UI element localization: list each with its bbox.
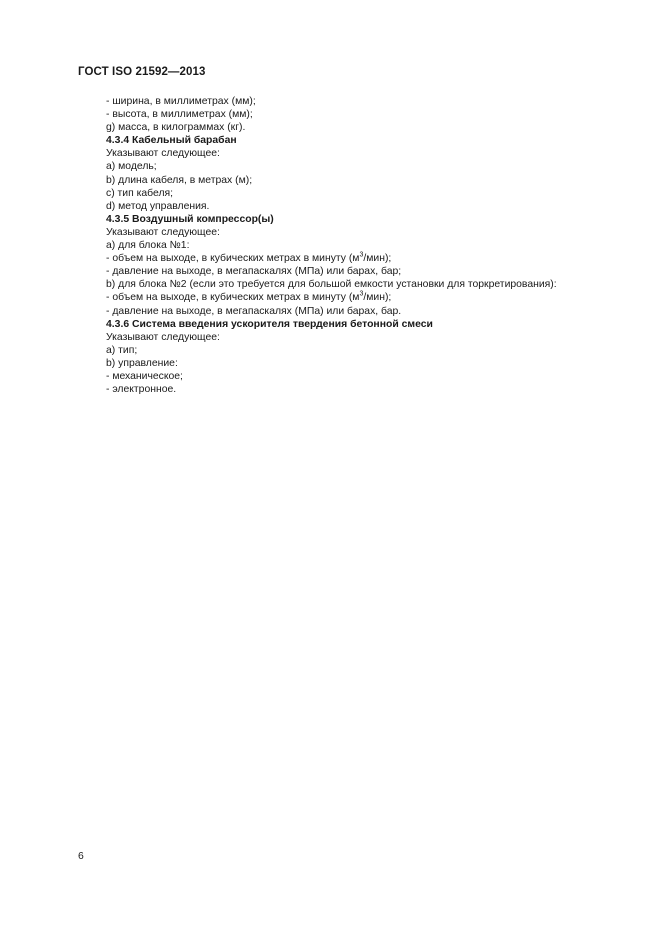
line-text: 4.3.6 Система введения ускорителя твердения бетонной смеси — [106, 318, 433, 330]
line-text-tail: /мин); — [363, 292, 392, 304]
superscript: 3 — [359, 290, 364, 298]
section-heading — [106, 134, 626, 147]
line-text: - высота, в миллиметрах (мм); — [106, 109, 253, 121]
superscript: 3 — [359, 251, 364, 259]
line-text: g) масса, в килограммах (кг). — [106, 122, 246, 134]
text-line — [106, 174, 626, 187]
text-line — [106, 370, 626, 383]
text-line — [106, 108, 626, 121]
document-header: ГОСТ ISO 21592—2013 — [78, 66, 206, 78]
line-text: - объем на выходе, в кубических метрах в минуту (м — [106, 253, 360, 265]
line-text: 4.3.4 Кабельный барабан — [106, 135, 237, 147]
line-text: d) метод управления. — [106, 200, 210, 212]
text-line — [106, 147, 626, 160]
text-line — [106, 344, 626, 357]
text-line — [106, 252, 626, 265]
text-line — [106, 357, 626, 370]
line-text: a) для блока №1: — [106, 240, 190, 252]
section-heading — [106, 213, 626, 226]
text-line — [106, 331, 626, 344]
line-text-tail: /мин); — [363, 253, 392, 265]
line-text: Указывают следующее: — [106, 226, 220, 238]
text-line — [106, 265, 626, 278]
line-text: - давление на выходе, в мегапаскалях (МПа) или барах, бар; — [106, 266, 402, 278]
line-text: a) модель; — [106, 161, 157, 173]
line-text: Указывают следующее: — [106, 331, 220, 343]
text-line — [106, 305, 626, 318]
line-text: - ширина, в миллиметрах (мм); — [106, 96, 256, 107]
line-text: - электронное. — [106, 384, 177, 396]
document-body — [106, 95, 626, 396]
page-number: 6 — [78, 851, 84, 862]
text-line — [106, 160, 626, 173]
line-text: Указывают следующее: — [106, 148, 220, 160]
text-line — [106, 200, 626, 213]
text-line — [106, 383, 626, 396]
line-text: b) длина кабеля, в метрах (м); — [106, 174, 253, 186]
line-text: b) управление: — [106, 357, 178, 369]
line-text: - объем на выходе, в кубических метрах в минуту (м — [106, 292, 360, 304]
text-line — [106, 226, 626, 239]
text-line — [106, 95, 626, 108]
line-text: - механическое; — [106, 370, 183, 382]
line-text: - давление на выходе, в мегапаскалях (МПа) или барах, бар. — [106, 305, 402, 317]
line-text: b) для блока №2 (если это требуется для большой емкости установки для торкретирования): — [106, 279, 557, 291]
text-line — [106, 291, 626, 304]
line-text: c) тип кабеля; — [106, 187, 174, 199]
line-text: 4.3.5 Воздушный компрессор(ы) — [106, 213, 274, 225]
text-line — [106, 121, 626, 134]
text-line — [106, 278, 626, 291]
section-heading — [106, 318, 626, 331]
text-line — [106, 187, 626, 200]
line-text: a) тип; — [106, 344, 138, 356]
text-line — [106, 239, 626, 252]
